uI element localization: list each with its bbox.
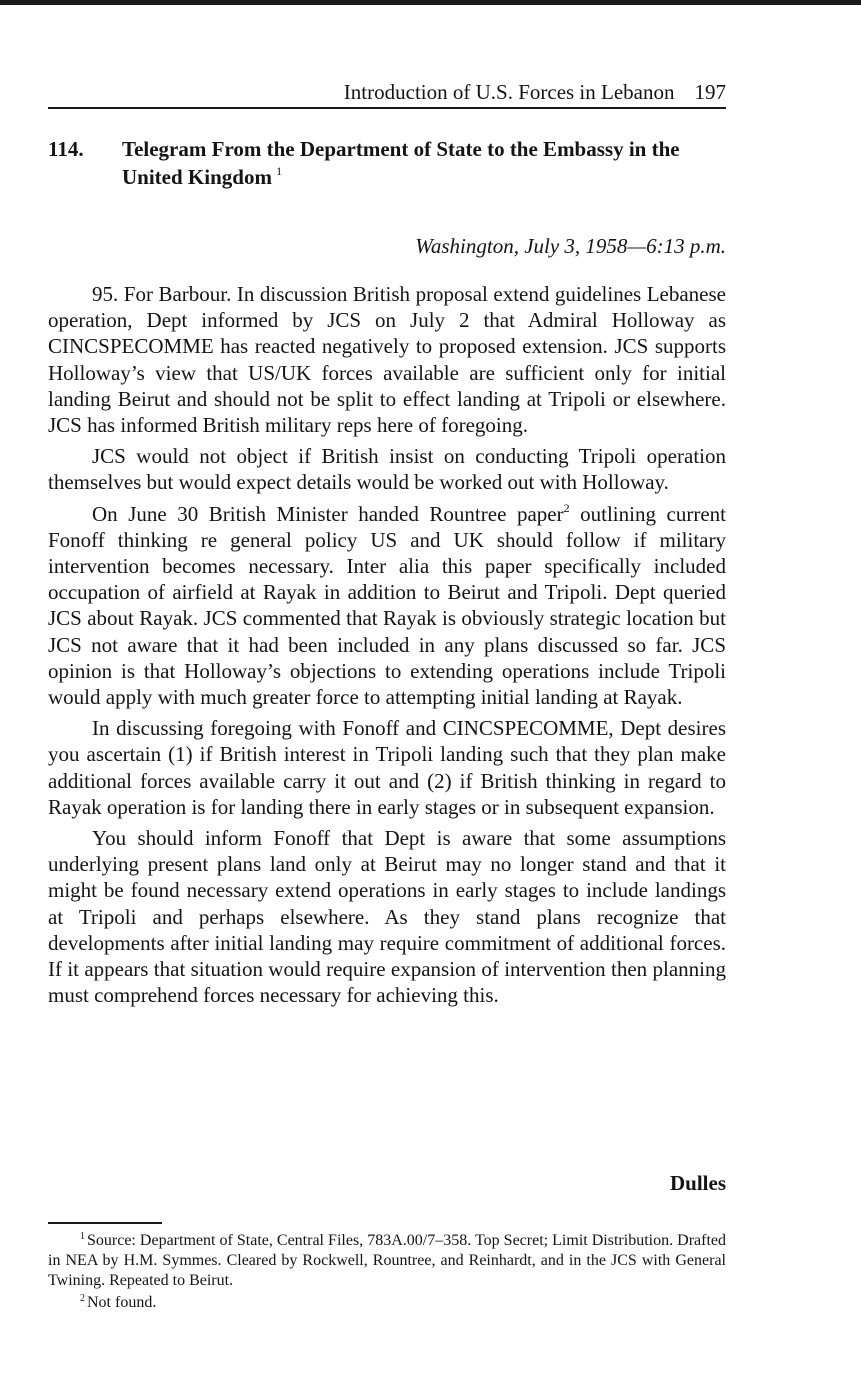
paragraph-2: JCS would not object if British insist on conducting Tripoli operation themselves but would expect details would be worked out with Holloway. [48,444,726,495]
paragraph-3-start: On June 30 British Minister handed Rountree paper [92,501,564,526]
running-head [48,78,726,106]
footnotes [48,1231,726,1315]
header-rule [48,107,726,109]
paragraph-3 [48,501,726,711]
document-title [122,135,726,191]
document-number: 114. [48,137,84,161]
footnote-2-marker: 2 [80,1293,85,1304]
signature: Dulles [669,1171,726,1195]
top-edge-rule [0,0,861,5]
paragraph-3-rest: outlining current Fonoff thinking re general policy US and UK should follow if military intervention becomes necessary. Inter alia this paper specifically included occupation of airfield at Rayak in addition to Beirut and Tripoli. Dept queried JCS about Rayak. JCS commented that Rayak is obviously strategic location but JCS not aware that it had been included in any plans discussed so far. JCS opinion is that Holloway’s objections to extending operations include Tripoli would apply with much greater force to attempting initial landing at Rayak. [48,501,726,710]
paragraph-4: In discussing foregoing with Fonoff and CINCSPECOMME, Dept desires you ascertain (1) if British interest in Tripoli landing such that they plan make additional forces available carry it out and (2) if British thinking in regard to Rayak operation is for landing there in early stages or in subsequent expansion. [48,716,726,819]
running-head-title: Introduction of U.S. Forces in Lebanon [343,80,675,104]
paragraph-5: You should inform Fonoff that Dept is aware that some assumptions underlying present plans land only at Beirut may no longer stand and that it might be found necessary extend operations in early stages to include landings at Tripoli and perhaps elsewhere. As they stand plans recognize that developments after initial landing may require commitment of additional forces. If it appears that situation would require expansion of intervention then planning must comprehend forces necessary for achieving this. [48,826,726,1008]
footnote-ref-1: 1 [276,164,283,178]
footnote-ref-2: 2 [563,500,570,515]
dateline: Washington, July 3, 1958—6:13 p.m. [415,234,726,258]
document-title-text: Telegram From the Department of State to the Embassy in the United Kingdom [122,137,680,189]
footnote-1 [48,1231,726,1291]
paragraph-1: 95. For Barbour. In discussion British proposal extend guidelines Lebanese operation, Dept informed by JCS on July 2 that Admiral Holloway as CINCSPECOMME has reacted negatively to proposed extension. JCS supports Holloway’s view that US/UK forces available are sufficient only for initial landing Beirut and should not be split to effect landing at Tripoli or elsewhere. JCS has informed British military reps here of foregoing. [48,282,726,438]
footnote-2 [48,1293,726,1313]
footnote-1-text: Source: Department of State, Central Files, 783A.00/7–358. Top Secret; Limit Distribution. Drafted in NEA by H.M. Symmes. Cleared by Rockwell, Rountree, and Reinhardt, and in the JCS with General Twining. Repeated to Beirut. [48,1232,726,1289]
footnote-rule [48,1222,162,1224]
footnote-2-text: Not found. [87,1294,157,1311]
telegram-body [48,281,726,1013]
page-number: 197 [694,80,726,104]
footnote-1-marker: 1 [80,1231,85,1242]
